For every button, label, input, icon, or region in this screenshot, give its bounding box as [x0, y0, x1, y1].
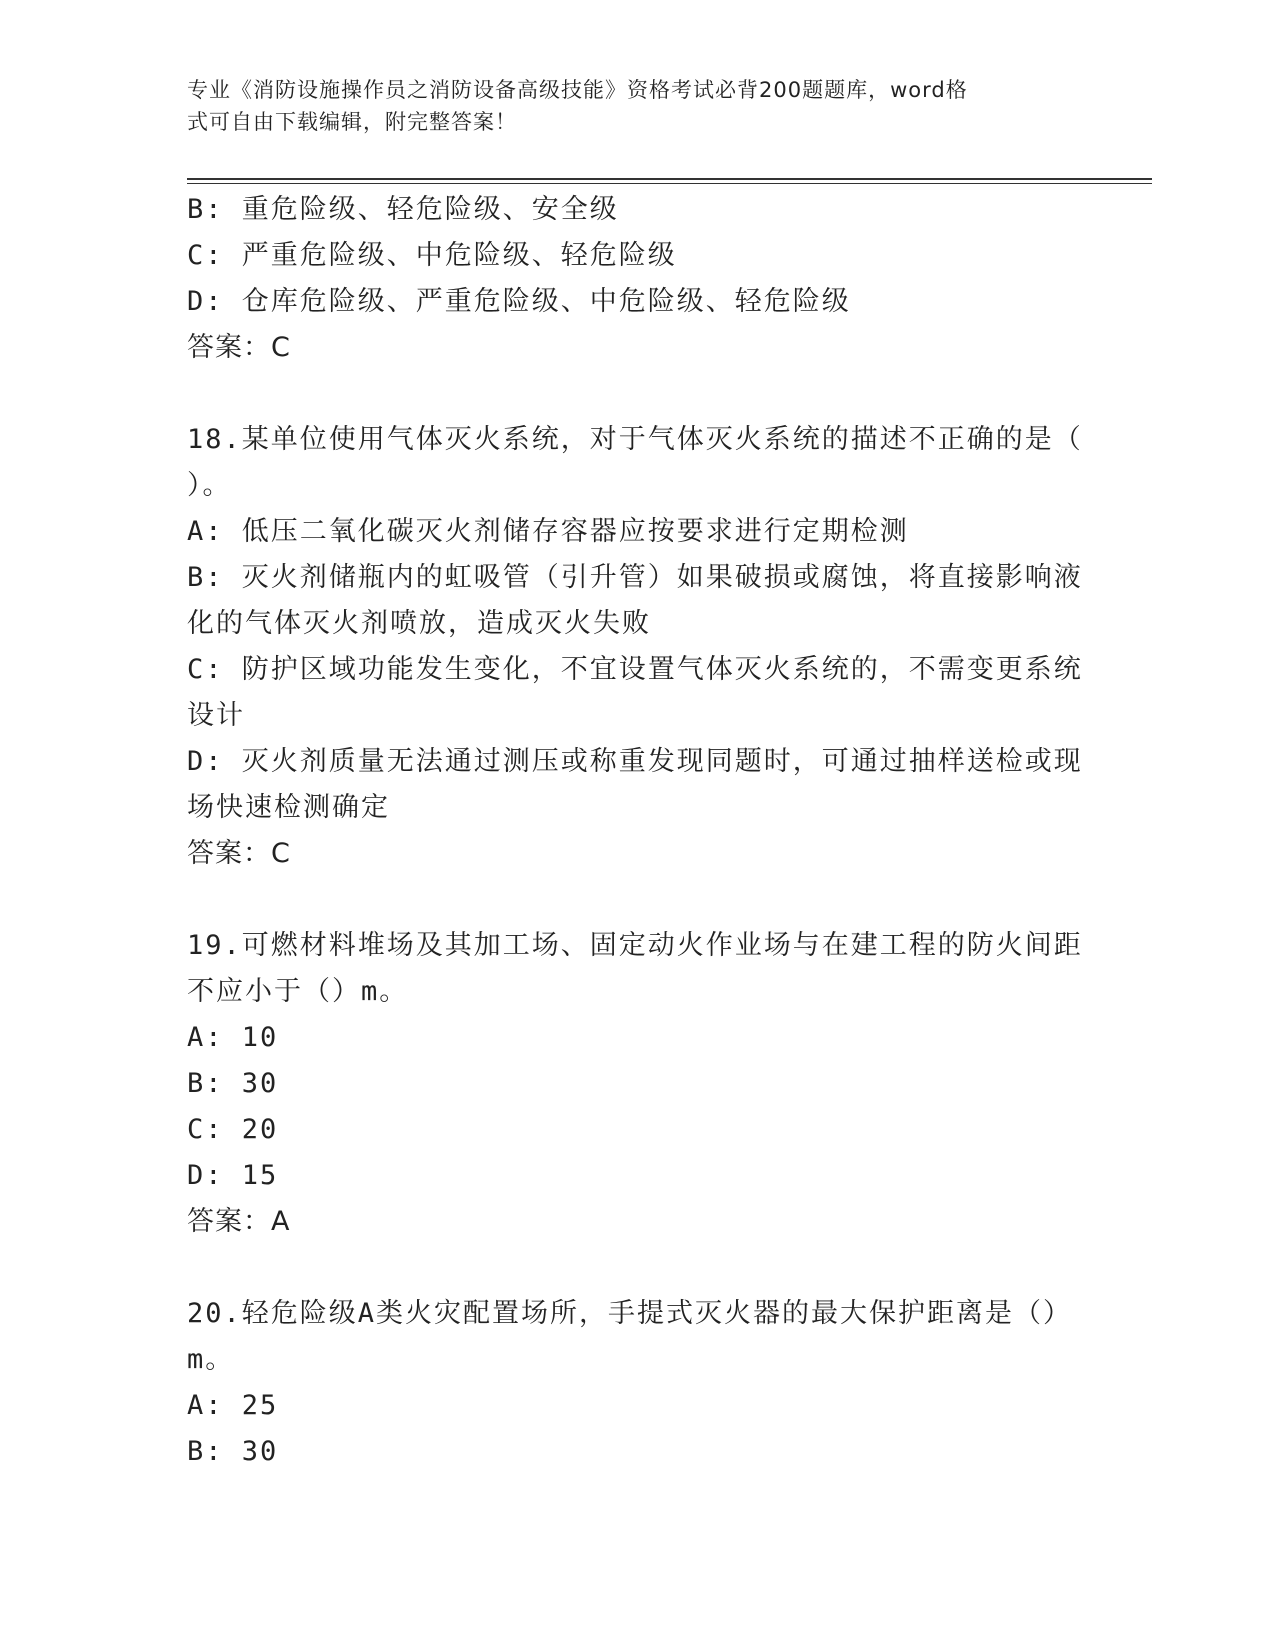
q18-option-b-line-1: B: 灭火剂储瓶内的虹吸管（引升管）如果破损或腐蚀，将直接影响液	[187, 562, 1083, 593]
q20-option-b: B: 30	[187, 1436, 279, 1467]
q18-option-c-line-1: C: 防护区域功能发生变化，不宜设置气体灭火系统的，不需变更系统	[187, 654, 1083, 685]
q18-option-a: A: 低压二氧化碳灭火剂储存容器应按要求进行定期检测	[187, 516, 909, 547]
q20-stem-line-1: 20.轻危险级A类火灾配置场所，手提式灭火器的最大保护距离是（）	[187, 1298, 1073, 1329]
q20-option-a: A: 25	[187, 1390, 279, 1421]
spacer	[187, 371, 1092, 417]
q19-option-b: B: 30	[187, 1068, 279, 1099]
q19-answer: 答案：A	[187, 1206, 291, 1237]
q19-option-c: C: 20	[187, 1114, 279, 1145]
q18-answer: 答案：C	[187, 838, 291, 869]
q18-option-d-line-2: 场快速检测确定	[187, 792, 390, 823]
q19-stem-line-2: 不应小于（）m。	[187, 976, 409, 1007]
question-20	[187, 1291, 1092, 1475]
q17-option-b: B: 重危险级、轻危险级、安全级	[187, 194, 619, 225]
q19-option-d: D: 15	[187, 1160, 279, 1191]
header-rule-thin	[187, 183, 1152, 184]
page-header	[187, 74, 1067, 138]
q18-stem-line-1: 18.某单位使用气体灭火系统，对于气体灭火系统的描述不正确的是（	[187, 424, 1083, 455]
spacer	[187, 1245, 1092, 1291]
question-18	[187, 417, 1092, 877]
q19-stem-line-1: 19.可燃材料堆场及其加工场、固定动火作业场与在建工程的防火间距	[187, 930, 1083, 961]
question-content	[187, 187, 1092, 1475]
question-19	[187, 923, 1092, 1245]
header-line-2: 式可自由下载编辑，附完整答案！	[187, 110, 517, 134]
q18-option-c-line-2: 设计	[187, 700, 245, 731]
header-rule-thick	[187, 178, 1152, 180]
q18-option-b-line-2: 化的气体灭火剂喷放，造成灭火失败	[187, 608, 651, 639]
spacer	[187, 877, 1092, 923]
q17-option-d: D: 仓库危险级、严重危险级、中危险级、轻危险级	[187, 286, 851, 317]
q17-option-c: C: 严重危险级、中危险级、轻危险级	[187, 240, 677, 271]
q18-stem-line-2: ）。	[187, 470, 232, 501]
q20-stem-line-2: m。	[187, 1344, 235, 1375]
q18-option-d-line-1: D: 灭火剂质量无法通过测压或称重发现同题时，可通过抽样送检或现	[187, 746, 1083, 777]
q17-answer: 答案：C	[187, 332, 291, 363]
question-17	[187, 187, 1092, 371]
q19-option-a: A: 10	[187, 1022, 279, 1053]
header-line-1: 专业《消防设施操作员之消防设备高级技能》资格考试必背200题题库，word格	[187, 78, 968, 102]
